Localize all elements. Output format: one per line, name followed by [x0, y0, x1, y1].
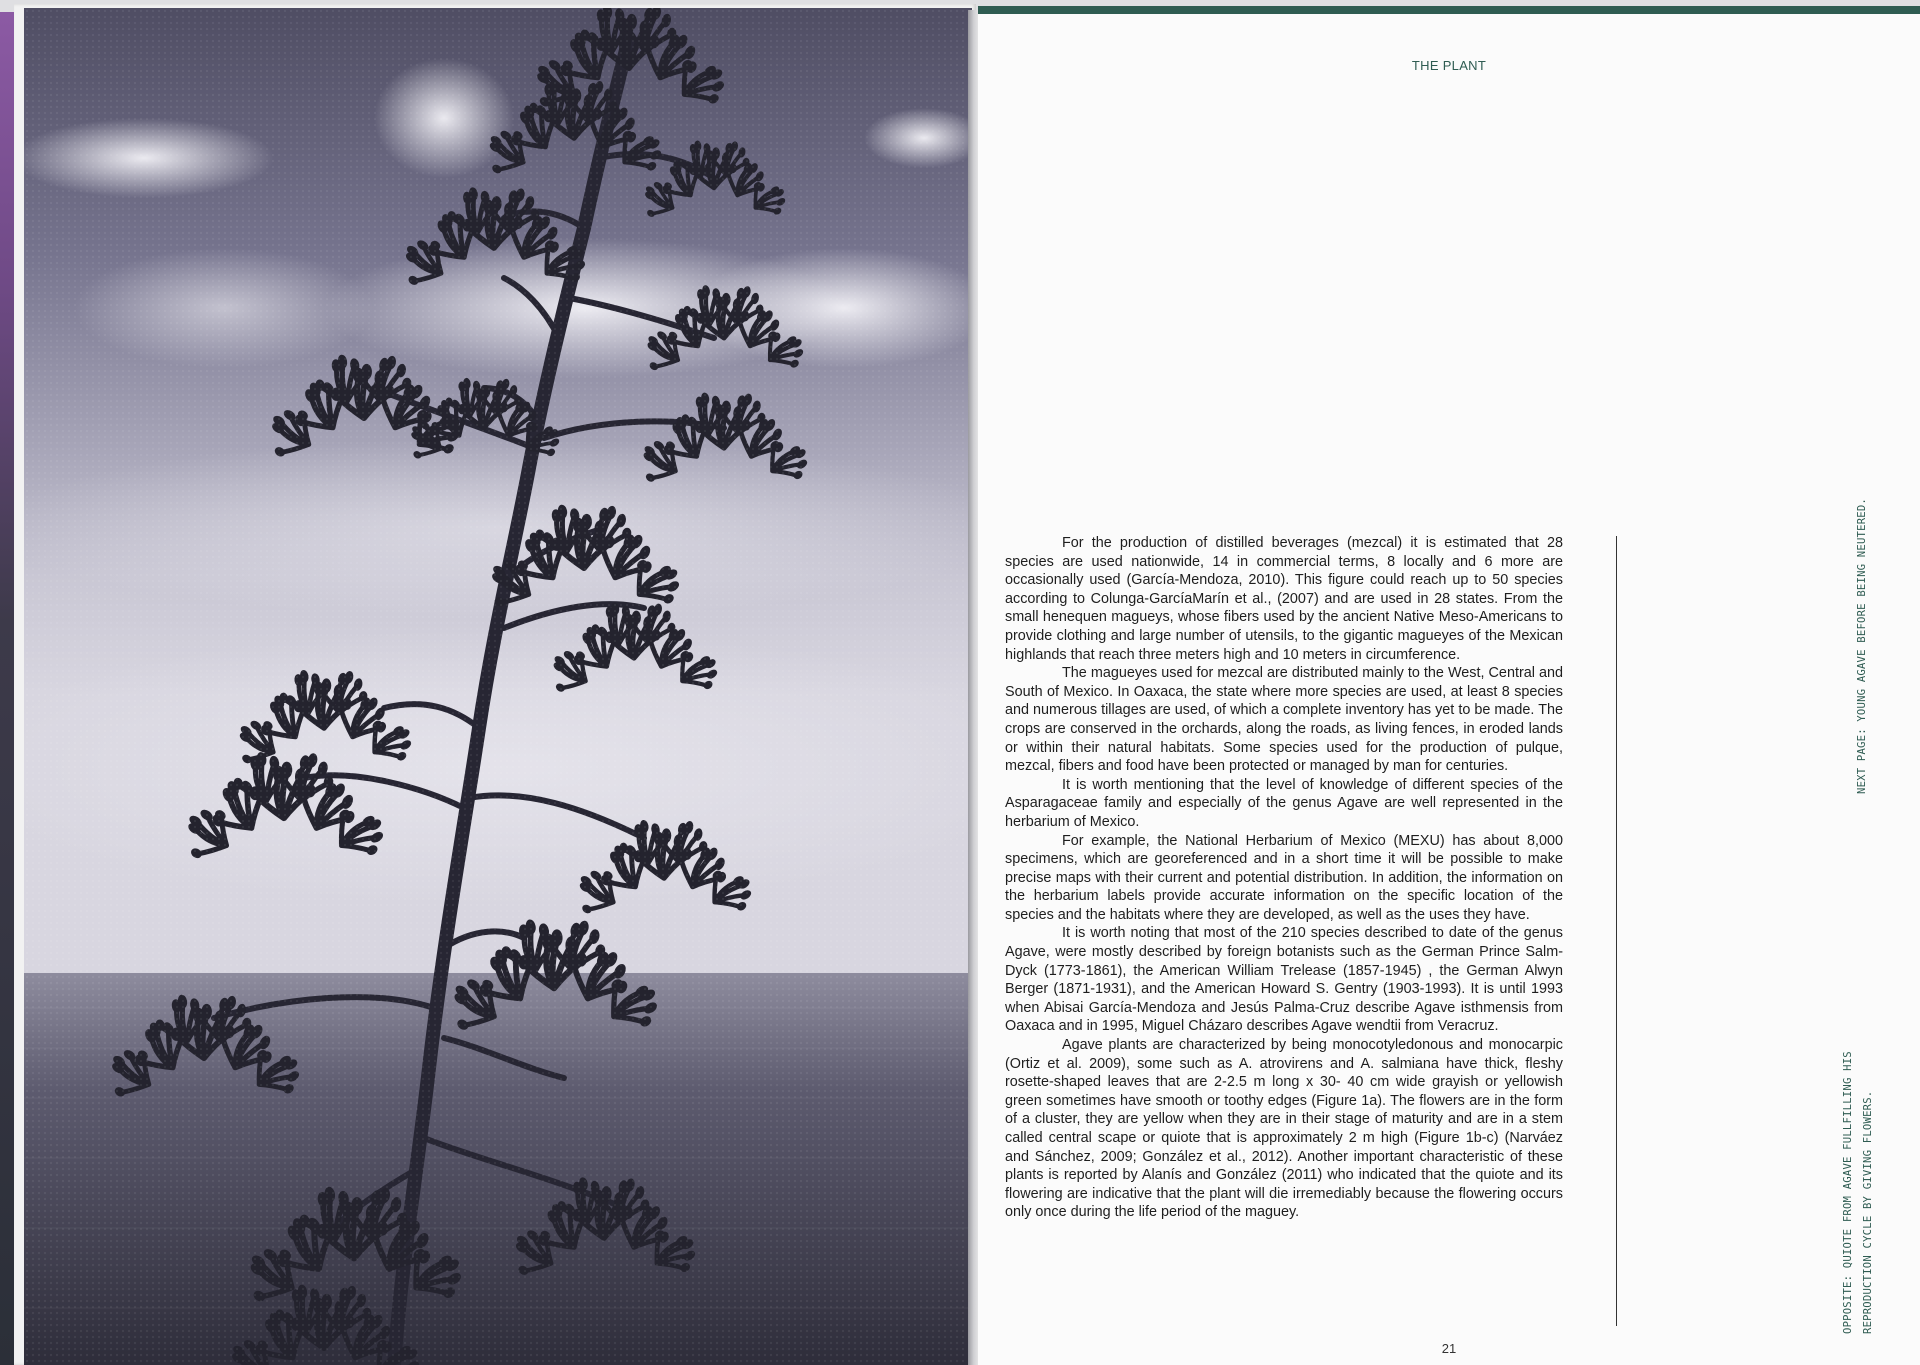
- vertical-rule: [1616, 536, 1617, 1326]
- running-head: THE PLANT: [1411, 58, 1487, 73]
- page-number: 21: [1441, 1341, 1457, 1356]
- page-top-edge: [978, 6, 1920, 14]
- paragraph: It is worth mentioning that the level of knowledge of different species of the Asparagaceae family and especially of the genus Agave are well represented in the herbarium of Mexico.: [1005, 776, 1563, 830]
- previous-page-edge: [0, 12, 14, 1365]
- caption-opposite-line-1: OPPOSITE: QUIOTE FROM AGAVE FULLFILLING HIS: [1842, 1051, 1854, 1334]
- paragraph: For example, the National Herbarium of Mexico (MEXU) has about 8,000 specimens, which are georeferenced and in a short time it will be possible to make precise maps with their current and potential distribution. In addition, the information on the herbarium labels provide accurate information on the specific location of the species and the habitats where they are developed, as well as the uses they have.: [1005, 832, 1563, 923]
- vertical-caption-next: [1852, 154, 1872, 794]
- caption-next-page: NEXT PAGE: YOUNG AGAVE BEFORE BEING NEUTERED.: [1856, 497, 1868, 794]
- paragraph: Agave plants are characterized by being monocotyledonous and monocarpic (Ortiz et al. 2009), some such as A. atrovirens and A. salmiana have thick, fleshy rosette-shaped leaves that are 2-2.5 m long x 30- 40 cm wide grayish or yellowish green sometimes have smooth or toothy edges (Figure 1a). The flowers are in the form of a cluster, they are yellow when they are in their stage of maturity and are in a stem called central scape or quiote that is approximately 2 m high (Figure 1b-c) (Narváez and Sánchez, 2009; González et al., 2012). Another important characteristic of these plants is reported by Alanís and González (2011) who indicated that the quiote and its flowering are indicative that the plant will die irremediably because the flowering occurs only once during the life period of the maguey.: [1005, 1037, 1563, 1221]
- paragraph: For the production of distilled beverages (mezcal) it is estimated that 28 species are used nationwide, 14 in commercial terms, 8 locally and 6 more are occasionally used (García-Mendoza, 2010). This figure could reach up to 50 species according to Colunga-GarcíaMarín et al., (2007) and are used in 28 states. From the small henequen magueys, whose fibers used by the ancient Native Meso-Americans to provide clothing and large number of utensils, to the gigantic magueyes of the Mexican highlands that reach three meters high and 10 meters in circumference.: [1005, 535, 1563, 663]
- body-text: [1005, 534, 1563, 1222]
- paragraph: It is worth noting that most of the 210 species described to date of the genus Agave, were mostly described by foreign botanists such as the German Prince Salm-Dyck (1773-1861), the American William Trelease (1857-1945) , the German Alwyn Berger (1871-1931), and the American Howard S. Gentry (1903-1993). It is until 1993 when Abisai García-Mendoza and Jesús Palma-Cruz describe Agave isthmensis from Oaxaca and in 1995, Miguel Cházaro describes Agave wendtii from Veracruz.: [1005, 925, 1563, 1035]
- caption-opposite-line-2: REPRODUCTION CYCLE BY GIVING FLOWERS.: [1862, 1090, 1874, 1334]
- agave-quiote-photograph: [24, 8, 972, 1365]
- photo-page: [14, 4, 976, 1365]
- paragraph: The magueyes used for mezcal are distributed mainly to the West, Central and South of Mexico. In Oaxaca, the state where more species are used, at least 8 species and numerous tillages are used, of which a complete inventory has yet to be made. The crops are conserved in the orchards, along the roads, as living fences, in eroded lands or within their natural habitats. Some species used for the production of pulque, mezcal, fibers and food have been protected or managed by man for centuries.: [1005, 665, 1563, 775]
- text-page: [978, 14, 1920, 1365]
